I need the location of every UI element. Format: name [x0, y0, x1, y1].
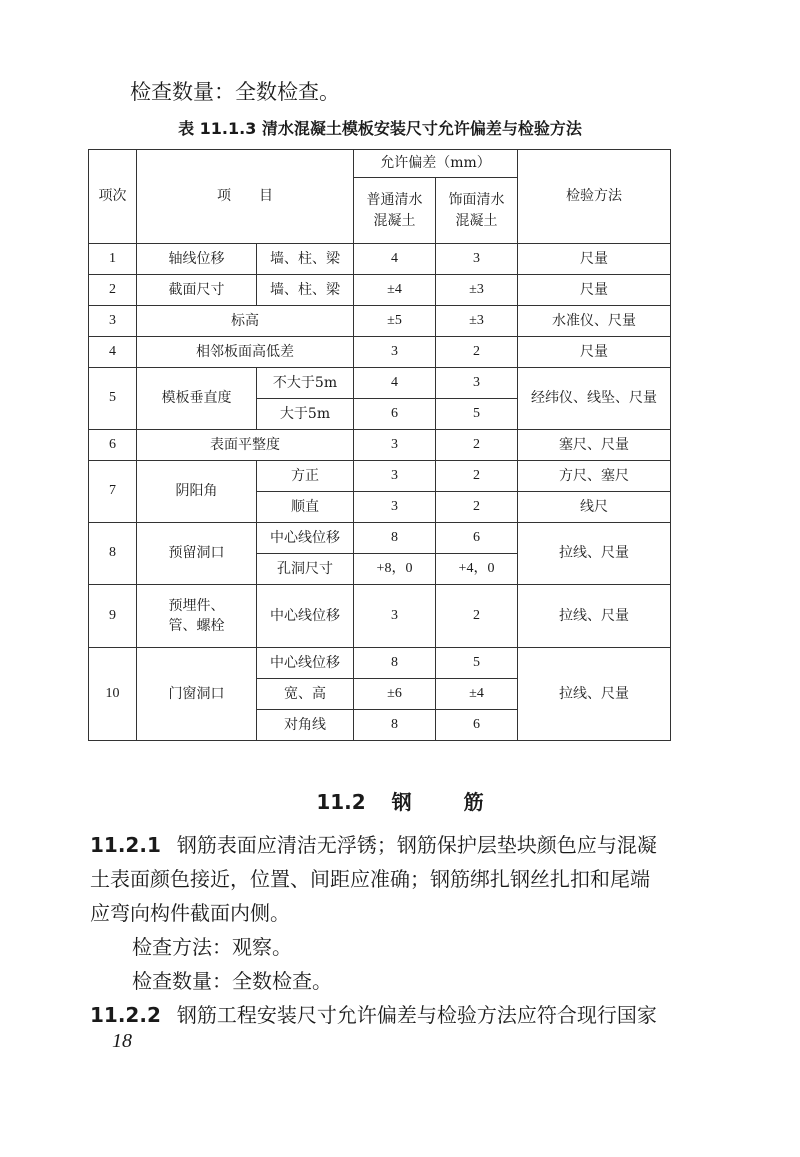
- row-decor: 2: [436, 430, 518, 461]
- row-sub: 宽、高: [257, 679, 354, 710]
- row-normal: 3: [354, 461, 436, 492]
- row-item: 轴线位移: [137, 244, 257, 275]
- row-method: 线尺: [518, 492, 671, 523]
- row-decor: 3: [436, 244, 518, 275]
- row-decor: 5: [436, 399, 518, 430]
- section-title-a: 钢: [391, 790, 412, 814]
- row-normal: 8: [354, 710, 436, 741]
- row-no: 2: [89, 275, 137, 306]
- header-normal: 普通清水混凝土: [354, 178, 436, 244]
- row-item: [137, 585, 257, 648]
- row-normal: 6: [354, 399, 436, 430]
- row-decor: 2: [436, 461, 518, 492]
- row-sub: 不大于5m: [257, 368, 354, 399]
- row-normal: +8，0: [354, 554, 436, 585]
- clause-line: [90, 828, 690, 862]
- row-item: 标高: [137, 306, 354, 337]
- header-no: 项次: [89, 150, 137, 244]
- header-item: 项 目: [137, 150, 354, 244]
- clause-11-2-2: [90, 998, 690, 1032]
- row-item: 表面平整度: [137, 430, 354, 461]
- row-no: 5: [89, 368, 137, 430]
- section-title-b: 筋: [463, 790, 484, 814]
- row-normal: 3: [354, 430, 436, 461]
- section-number: 11.2: [316, 790, 366, 814]
- row-no: 4: [89, 337, 137, 368]
- row-sub: 孔洞尺寸: [257, 554, 354, 585]
- table-caption: 表 11.1.3 清水混凝土模板安装尺寸允许偏差与检验方法: [178, 119, 582, 138]
- row-decor: 3: [436, 368, 518, 399]
- clause-number: 11.2.1: [90, 833, 161, 857]
- row-sub: 中心线位移: [257, 585, 354, 648]
- row-no: 7: [89, 461, 137, 523]
- row-item: 相邻板面高低差: [137, 337, 354, 368]
- row-no: 6: [89, 430, 137, 461]
- tolerance-table: [88, 149, 671, 741]
- row-sub: 大于5m: [257, 399, 354, 430]
- row-method: 方尺、塞尺: [518, 461, 671, 492]
- row-method: 拉线、尺量: [518, 585, 671, 648]
- row-sub: 对角线: [257, 710, 354, 741]
- row-item: 阴阳角: [137, 461, 257, 523]
- table-row: [89, 430, 671, 461]
- row-item: 预留洞口: [137, 523, 257, 585]
- table-row: [89, 244, 671, 275]
- row-method: 塞尺、尺量: [518, 430, 671, 461]
- row-normal: 8: [354, 523, 436, 554]
- row-item: 截面尺寸: [137, 275, 257, 306]
- check-method: 检查方法：观察。: [132, 935, 292, 959]
- row-method: 拉线、尺量: [518, 523, 671, 585]
- row-decor: ±3: [436, 306, 518, 337]
- row-item-line: 预埋件、: [168, 597, 225, 614]
- row-decor: ±4: [436, 679, 518, 710]
- clause-number: 11.2.2: [90, 1003, 161, 1027]
- row-decor: 6: [436, 710, 518, 741]
- row-method: 拉线、尺量: [518, 648, 671, 741]
- row-normal: ±6: [354, 679, 436, 710]
- row-decor: 2: [436, 337, 518, 368]
- header-decor: 饰面清水混凝土: [436, 178, 518, 244]
- row-method: 经纬仪、线坠、尺量: [518, 368, 671, 430]
- table-row: [89, 368, 671, 399]
- row-normal: 4: [354, 244, 436, 275]
- row-sub: 中心线位移: [257, 648, 354, 679]
- clause-text: 钢筋工程安装尺寸允许偏差与检验方法应符合现行国家: [176, 1003, 657, 1027]
- row-method: 尺量: [518, 275, 671, 306]
- table-row: [89, 523, 671, 554]
- clause-line: 土表面颜色接近，位置、间距应准确；钢筋绑扎钢丝扎扣和尾端: [90, 867, 650, 891]
- row-no: 10: [89, 648, 137, 741]
- row-sub: 中心线位移: [257, 523, 354, 554]
- row-decor: +4，0: [436, 554, 518, 585]
- row-normal: 3: [354, 337, 436, 368]
- row-normal: ±5: [354, 306, 436, 337]
- row-sub: 墙、柱、梁: [257, 244, 354, 275]
- row-normal: 4: [354, 368, 436, 399]
- row-sub: 方正: [257, 461, 354, 492]
- row-sub: 墙、柱、梁: [257, 275, 354, 306]
- row-item: 门窗洞口: [137, 648, 257, 741]
- row-item: 模板垂直度: [137, 368, 257, 430]
- row-no: 3: [89, 306, 137, 337]
- page-number: 18: [112, 1030, 132, 1052]
- header-row: [89, 150, 671, 178]
- row-no: 1: [89, 244, 137, 275]
- table-row: [89, 275, 671, 306]
- row-decor: 6: [436, 523, 518, 554]
- row-normal: ±4: [354, 275, 436, 306]
- clause-11-2-1: [90, 828, 690, 998]
- row-sub: 顺直: [257, 492, 354, 523]
- row-decor: ±3: [436, 275, 518, 306]
- header-method: 检验方法: [518, 150, 671, 244]
- table-row: [89, 585, 671, 648]
- row-decor: 2: [436, 585, 518, 648]
- clause-text: 钢筋表面应清洁无浮锈；钢筋保护层垫块颜色应与混凝: [176, 833, 657, 857]
- table-row: [89, 306, 671, 337]
- row-method: 尺量: [518, 244, 671, 275]
- header-deviation: 允许偏差（mm）: [354, 150, 518, 178]
- table-row: [89, 648, 671, 679]
- row-no: 9: [89, 585, 137, 648]
- row-normal: 8: [354, 648, 436, 679]
- row-method: 尺量: [518, 337, 671, 368]
- section-heading: [0, 786, 800, 815]
- clause-line: 应弯向构件截面内侧。: [90, 901, 290, 925]
- row-decor: 2: [436, 492, 518, 523]
- row-normal: 3: [354, 585, 436, 648]
- row-method: 水准仪、尺量: [518, 306, 671, 337]
- check-quantity-text: 检查数量：全数检查。: [130, 80, 340, 104]
- row-normal: 3: [354, 492, 436, 523]
- table-row: [89, 461, 671, 492]
- row-decor: 5: [436, 648, 518, 679]
- row-no: 8: [89, 523, 137, 585]
- row-item-line: 管、螺栓: [168, 618, 225, 634]
- table-row: [89, 337, 671, 368]
- check-quantity: 检查数量：全数检查。: [132, 969, 332, 993]
